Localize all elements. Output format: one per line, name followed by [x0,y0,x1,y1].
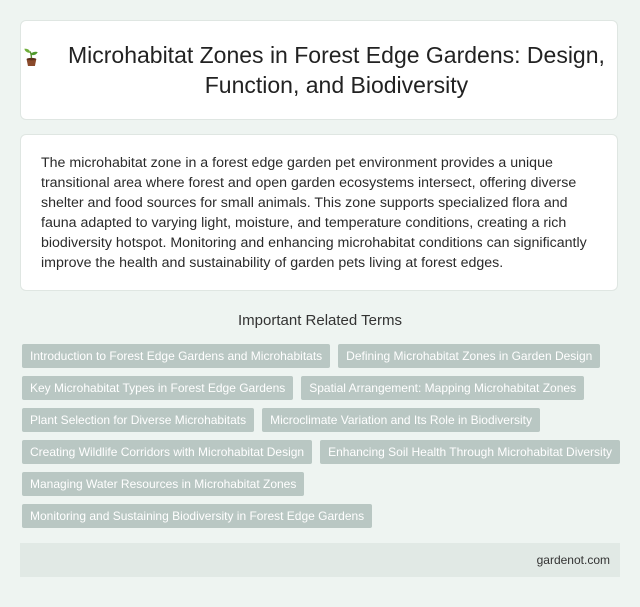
terms-heading: Important Related Terms [238,312,402,329]
term-tag[interactable]: Spatial Arrangement: Mapping Microhabitat Zones [301,376,584,400]
term-tag[interactable]: Managing Water Resources in Microhabitat Zones [22,472,304,496]
term-tag[interactable]: Key Microhabitat Types in Forest Edge Gardens [22,376,293,400]
term-tag[interactable]: Introduction to Forest Edge Gardens and Microhabitats [22,344,330,368]
sprout-icon [21,42,42,72]
terms-list [22,344,622,528]
term-tag[interactable]: Plant Selection for Diverse Microhabitats [22,408,254,432]
title-card [20,20,618,120]
term-tag[interactable]: Microclimate Variation and Its Role in Biodiversity [262,408,540,432]
term-tag[interactable]: Enhancing Soil Health Through Microhabitat Diversity [320,440,620,464]
term-tag[interactable]: Defining Microhabitat Zones in Garden Design [338,344,600,368]
site-name[interactable]: gardenot.com [536,553,610,567]
intro-paragraph: The microhabitat zone in a forest edge garden pet environment provides a unique transitional area where forest and open garden ecosystems intersect, offering diverse shelter and food sources for small animals. This zone supports specialized flora and fauna adapted to varying light, moisture, and temperature conditions, creating a rich biodiversity hotspot. Monitoring and enhancing microhabitat conditions can significantly improve the health and sustainability of garden pets living at forest edges. [41,155,587,271]
page-title: Microhabitat Zones in Forest Edge Gardens: Design, Function, and Biodiversity [67,42,605,98]
title-wrap [21,40,617,100]
term-tag[interactable]: Creating Wildlife Corridors with Microhabitat Design [22,440,312,464]
term-tag[interactable]: Monitoring and Sustaining Biodiversity in Forest Edge Gardens [22,504,372,528]
footer [20,543,620,577]
intro-card [20,134,618,291]
